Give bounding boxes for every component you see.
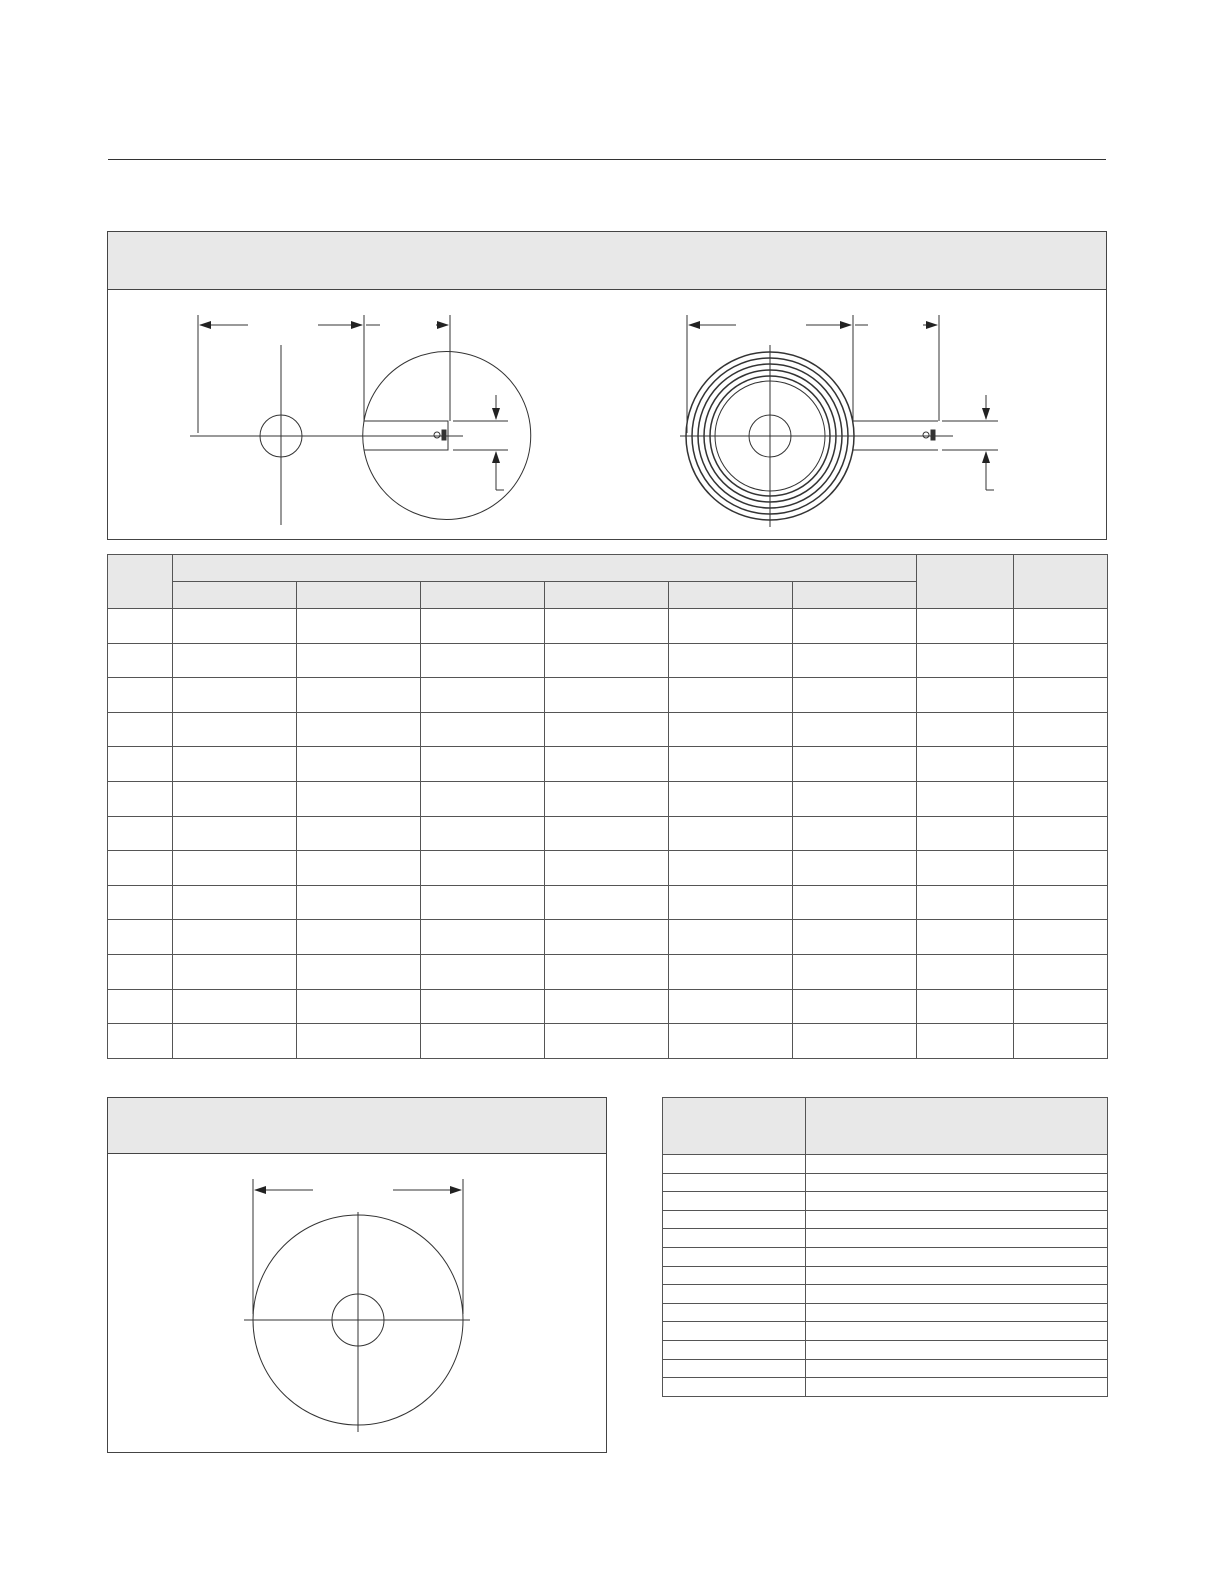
table-cell: [545, 782, 669, 817]
col-header-group: [173, 555, 917, 582]
table-cell: [663, 1285, 806, 1304]
table-cell: [793, 609, 917, 644]
table-cell: [917, 989, 1014, 1024]
table-cell: [793, 885, 917, 920]
table-cell: [545, 955, 669, 990]
table-cell: [421, 678, 545, 713]
table-cell: [806, 1359, 1108, 1378]
table-cell: [1014, 920, 1108, 955]
table-row: [108, 643, 1108, 678]
table-cell: [297, 782, 421, 817]
table-cell: [917, 885, 1014, 920]
table-cell: [297, 643, 421, 678]
table-row: [108, 816, 1108, 851]
table-row: [108, 782, 1108, 817]
paddle-panel-header: [108, 232, 1106, 290]
table-cell: [297, 1024, 421, 1059]
table-cell: [917, 643, 1014, 678]
header-rule: [108, 159, 1106, 160]
table-cell: [663, 1322, 806, 1341]
table-cell: [545, 816, 669, 851]
table-cell: [669, 747, 793, 782]
table-cell: [917, 955, 1014, 990]
table-cell: [1014, 816, 1108, 851]
table-cell: [173, 920, 297, 955]
table-row: [108, 885, 1108, 920]
table-cell: [793, 782, 917, 817]
table-cell: [806, 1303, 1108, 1322]
table-cell: [669, 989, 793, 1024]
table-row: [108, 678, 1108, 713]
table-cell: [793, 816, 917, 851]
table-row: [663, 1155, 1108, 1174]
table-cell: [297, 989, 421, 1024]
table-row: [108, 989, 1108, 1024]
table-cell: [297, 851, 421, 886]
table-cell: [108, 643, 173, 678]
table-cell: [1014, 609, 1108, 644]
table-row: [108, 955, 1108, 990]
table-cell: [663, 1359, 806, 1378]
table-cell: [173, 747, 297, 782]
table-cell: [173, 851, 297, 886]
table-cell: [545, 989, 669, 1024]
table-cell: [669, 920, 793, 955]
table-cell: [806, 1322, 1108, 1341]
table-cell: [806, 1155, 1108, 1174]
table-cell: [173, 816, 297, 851]
table-cell: [297, 609, 421, 644]
dimensions-table-body: [108, 609, 1108, 1059]
table-cell: [1014, 989, 1108, 1024]
table-row: [663, 1248, 1108, 1267]
table-cell: [806, 1341, 1108, 1360]
table-cell: [297, 920, 421, 955]
table-cell: [793, 747, 917, 782]
paddle-drawings: [108, 290, 1106, 539]
table-row: [663, 1285, 1108, 1304]
table-row: [663, 1359, 1108, 1378]
table-row: [108, 712, 1108, 747]
table-row: [663, 1229, 1108, 1248]
table-row: [663, 1322, 1108, 1341]
table-cell: [421, 782, 545, 817]
disc-panel-header: [108, 1098, 606, 1154]
table-cell: [806, 1248, 1108, 1267]
reference-table: [662, 1097, 1108, 1397]
table-cell: [545, 643, 669, 678]
table-cell: [917, 1024, 1014, 1059]
table-cell: [663, 1210, 806, 1229]
table-row: [108, 747, 1108, 782]
dimensions-table: [107, 554, 1108, 1059]
table-cell: [108, 885, 173, 920]
table-cell: [793, 643, 917, 678]
table-cell: [173, 609, 297, 644]
table-cell: [1014, 712, 1108, 747]
table-cell: [669, 643, 793, 678]
table-cell: [663, 1155, 806, 1174]
table-cell: [421, 885, 545, 920]
table-row: [663, 1341, 1108, 1360]
table-cell: [663, 1378, 806, 1397]
table-row: [108, 1024, 1108, 1059]
ref-col-header: [663, 1098, 806, 1155]
col-header-last: [1014, 555, 1108, 609]
table-row: [663, 1210, 1108, 1229]
table-cell: [917, 712, 1014, 747]
table-row: [663, 1303, 1108, 1322]
table-cell: [173, 885, 297, 920]
table-row: [108, 851, 1108, 886]
table-cell: [806, 1192, 1108, 1211]
table-cell: [669, 1024, 793, 1059]
table-cell: [421, 609, 545, 644]
ref-col-header: [806, 1098, 1108, 1155]
table-cell: [108, 782, 173, 817]
table-cell: [421, 989, 545, 1024]
table-cell: [545, 712, 669, 747]
col-header-second-last: [917, 555, 1014, 609]
table-cell: [297, 955, 421, 990]
reference-table-body: [663, 1155, 1108, 1397]
table-row: [108, 920, 1108, 955]
table-cell: [173, 955, 297, 990]
table-cell: [793, 712, 917, 747]
table-cell: [108, 712, 173, 747]
table-cell: [173, 989, 297, 1024]
table-cell: [1014, 851, 1108, 886]
table-cell: [1014, 955, 1108, 990]
table-cell: [806, 1285, 1108, 1304]
table-cell: [917, 609, 1014, 644]
table-cell: [108, 816, 173, 851]
table-row: [663, 1173, 1108, 1192]
table-cell: [421, 1024, 545, 1059]
table-cell: [917, 782, 1014, 817]
table-cell: [669, 609, 793, 644]
table-cell: [545, 920, 669, 955]
table-cell: [108, 609, 173, 644]
table-cell: [663, 1248, 806, 1267]
paddle-blank-spiral-icon: [680, 315, 998, 527]
table-cell: [793, 920, 917, 955]
table-cell: [669, 782, 793, 817]
table-cell: [1014, 643, 1108, 678]
disc-blank-panel: [107, 1097, 607, 1453]
col-header-first: [108, 555, 173, 609]
table-cell: [173, 678, 297, 713]
table-cell: [421, 955, 545, 990]
table-cell: [297, 747, 421, 782]
disc-drawing: [108, 1154, 606, 1452]
table-cell: [421, 851, 545, 886]
table-cell: [108, 920, 173, 955]
col-subheader: [669, 582, 793, 609]
table-cell: [663, 1229, 806, 1248]
disc-blank-icon: [244, 1179, 470, 1432]
table-cell: [806, 1210, 1108, 1229]
table-cell: [793, 678, 917, 713]
table-row: [663, 1192, 1108, 1211]
table-cell: [663, 1173, 806, 1192]
table-cell: [917, 851, 1014, 886]
table-cell: [669, 885, 793, 920]
table-cell: [669, 955, 793, 990]
table-cell: [793, 1024, 917, 1059]
table-cell: [806, 1266, 1108, 1285]
col-subheader: [793, 582, 917, 609]
table-cell: [545, 747, 669, 782]
col-subheader: [421, 582, 545, 609]
table-cell: [793, 851, 917, 886]
table-cell: [173, 782, 297, 817]
table-cell: [793, 989, 917, 1024]
table-cell: [1014, 678, 1108, 713]
table-cell: [545, 851, 669, 886]
table-cell: [545, 885, 669, 920]
table-cell: [806, 1378, 1108, 1397]
table-cell: [545, 609, 669, 644]
table-cell: [108, 678, 173, 713]
table-cell: [545, 1024, 669, 1059]
table-cell: [297, 816, 421, 851]
table-cell: [669, 678, 793, 713]
table-cell: [793, 955, 917, 990]
paddle-blank-panel: [107, 231, 1107, 540]
table-cell: [917, 816, 1014, 851]
table-cell: [663, 1192, 806, 1211]
table-cell: [173, 712, 297, 747]
table-cell: [663, 1266, 806, 1285]
table-cell: [917, 747, 1014, 782]
table-cell: [1014, 885, 1108, 920]
table-cell: [297, 712, 421, 747]
paddle-blank-plain-icon: [190, 315, 531, 525]
table-cell: [173, 1024, 297, 1059]
table-cell: [806, 1229, 1108, 1248]
table-cell: [297, 885, 421, 920]
table-cell: [108, 1024, 173, 1059]
table-row: [663, 1266, 1108, 1285]
table-cell: [917, 678, 1014, 713]
table-cell: [669, 712, 793, 747]
table-cell: [545, 678, 669, 713]
table-row: [108, 609, 1108, 644]
col-subheader: [173, 582, 297, 609]
table-row: [663, 1378, 1108, 1397]
table-cell: [1014, 1024, 1108, 1059]
table-cell: [173, 643, 297, 678]
col-subheader: [545, 582, 669, 609]
col-subheader: [297, 582, 421, 609]
table-cell: [663, 1341, 806, 1360]
table-cell: [1014, 747, 1108, 782]
table-cell: [917, 920, 1014, 955]
table-cell: [669, 851, 793, 886]
table-cell: [663, 1303, 806, 1322]
table-cell: [421, 712, 545, 747]
table-cell: [1014, 782, 1108, 817]
table-cell: [108, 989, 173, 1024]
table-cell: [297, 678, 421, 713]
table-cell: [108, 747, 173, 782]
table-cell: [421, 747, 545, 782]
table-cell: [806, 1173, 1108, 1192]
table-cell: [108, 851, 173, 886]
table-cell: [669, 816, 793, 851]
table-cell: [108, 955, 173, 990]
table-cell: [421, 643, 545, 678]
table-cell: [421, 920, 545, 955]
table-cell: [421, 816, 545, 851]
